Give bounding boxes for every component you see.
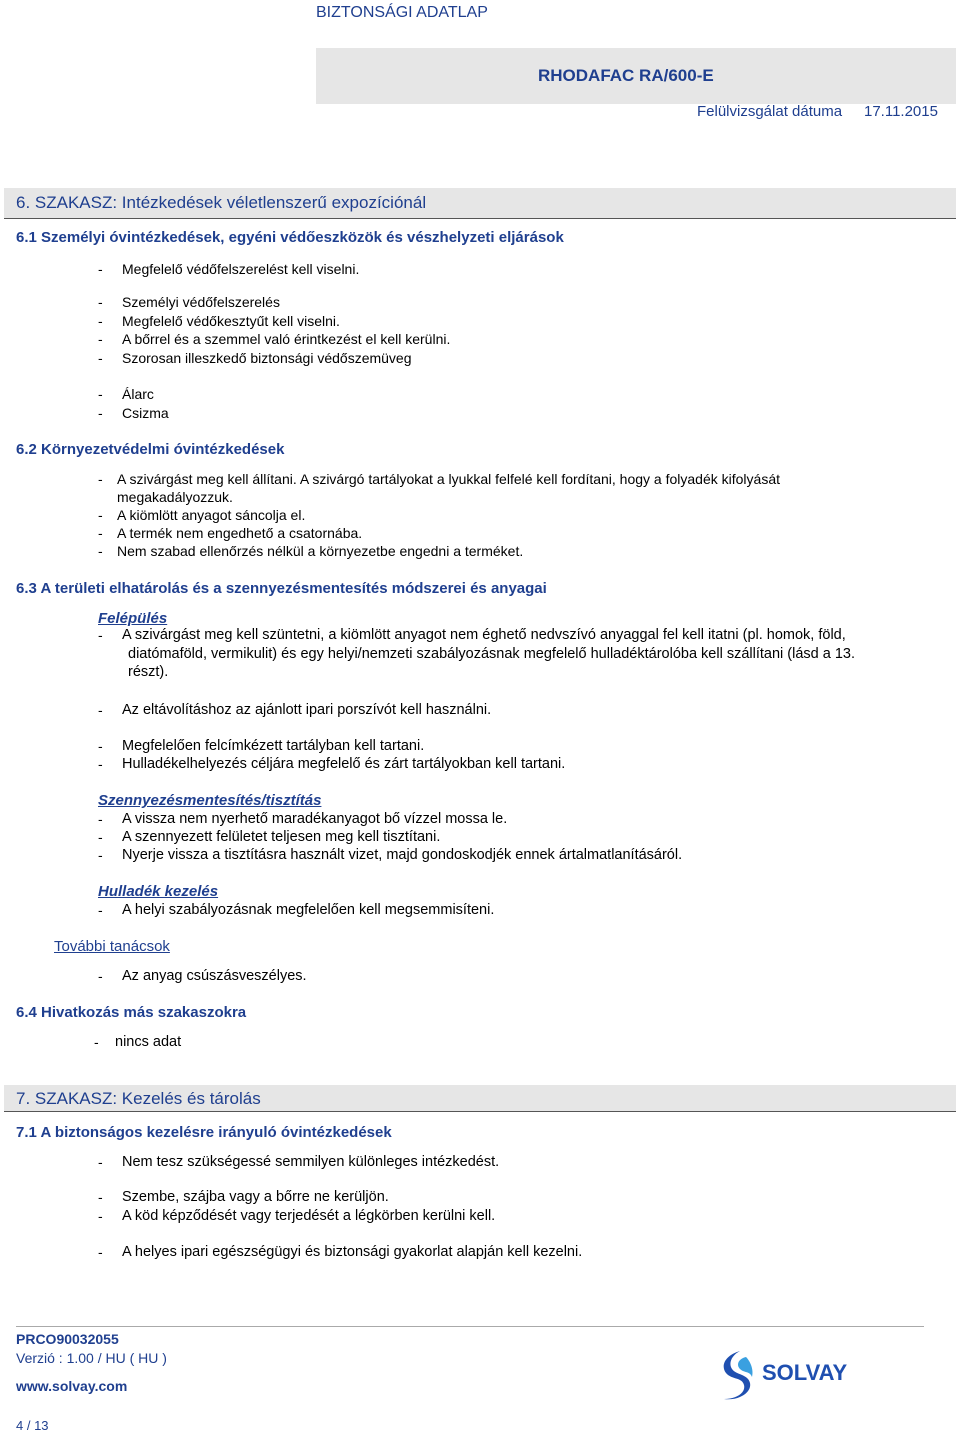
list-item-text: megakadályozzuk.	[117, 489, 233, 505]
waste-heading: Hulladék kezelés	[98, 883, 219, 900]
list-item-text: Nem tesz szükségessé semmilyen különleges intézkedést.	[122, 1154, 500, 1170]
section-7-header	[4, 1085, 956, 1112]
list-item: -	[98, 1208, 103, 1224]
solvay-logo-text: SOLVAY	[762, 1360, 848, 1385]
revision-date-label: Felülvizsgálat dátuma	[697, 103, 843, 120]
list-item: -	[98, 294, 103, 310]
list-item: -	[98, 1244, 103, 1260]
list-item-text: Megfelelően felcímkézett tartályban kell tartani.	[122, 738, 425, 754]
subsection-7-1-title: 7.1 A biztonságos kezelésre irányuló óvintézkedések	[16, 1124, 392, 1141]
cleanup-heading: Felépülés	[98, 610, 168, 627]
footer-product-code: PRCO90032055	[16, 1331, 119, 1347]
list-item-text: Az eltávolításhoz az ajánlott ipari porszívót kell használni.	[122, 702, 492, 718]
list-item: -	[98, 847, 103, 863]
list-item: -	[98, 1154, 103, 1170]
list-item-text: Az anyag csúszásveszélyes.	[122, 968, 307, 984]
list-item: -	[94, 1034, 99, 1050]
list-item-text: A szennyezett felületet teljesen meg kell tisztítani.	[122, 829, 441, 845]
list-item-text: Csizma	[122, 405, 169, 421]
list-item-text: részt).	[128, 664, 169, 680]
list-item: -	[98, 829, 103, 845]
list-item: -	[98, 471, 103, 487]
list-item-text: A kiömlött anyagot sáncolja el.	[117, 507, 306, 523]
list-item: -	[98, 507, 103, 523]
page-number: 4 / 13	[16, 1418, 49, 1433]
further-advice-heading: További tanácsok	[54, 938, 170, 955]
list-item-text: A helyes ipari egészségügyi és biztonsági gyakorlat alapján kell kezelni.	[122, 1244, 583, 1260]
list-item-text: nincs adat	[115, 1034, 182, 1050]
list-item: -	[98, 702, 103, 718]
section-7-title: 7. SZAKASZ: Kezelés és tárolás	[16, 1089, 261, 1108]
list-item-text: Megfelelő védőfelszerelést kell viselni.	[122, 261, 360, 277]
document-title: BIZTONSÁGI ADATLAP	[316, 4, 488, 21]
revision-date-value: 17.11.2015	[864, 103, 938, 120]
list-item-text: A köd képződését vagy terjedését a légkörben kerülni kell.	[122, 1208, 496, 1224]
list-item: -	[98, 811, 103, 827]
list-item-text: Nyerje vissza a tisztításra használt vizet, majd gondoskodjék ennek ártalmatlanításáról.	[122, 847, 683, 863]
list-item: -	[98, 627, 103, 643]
list-item-text: Szembe, szájba vagy a bőrre ne kerüljön.	[122, 1189, 389, 1205]
subsection-6-3-title: 6.3 A területi elhatárolás és a szennyezésmentesítés módszerei és anyagai	[16, 580, 547, 597]
footer-divider	[16, 1326, 924, 1327]
section-6-title: 6. SZAKASZ: Intézkedések véletlenszerű expozíciónál	[16, 193, 427, 212]
list-item-text: A termék nem engedhető a csatornába.	[117, 525, 363, 541]
product-name: RHODAFAC RA/600-E	[538, 66, 714, 85]
section-6-header	[4, 188, 956, 219]
list-item-text: A helyi szabályozásnak megfelelően kell megsemmisíteni.	[122, 902, 495, 918]
list-item-text: A bőrrel és a szemmel való érintkezést el kell kerülni.	[122, 331, 451, 347]
list-item-text: A szivárgást meg kell állítani. A szivárgó tartályokat a lyukkal felfelé kell fordítani, hogy a folyadék kifolyását	[117, 471, 780, 487]
list-item-text: Megfelelő védőkesztyűt kell viselni.	[122, 313, 340, 329]
footer-website[interactable]: www.solvay.com	[16, 1378, 128, 1394]
list-item: -	[98, 1189, 103, 1205]
solvay-logo-icon	[716, 1347, 758, 1403]
list-item-text: Álarc	[122, 386, 154, 402]
list-item: -	[98, 261, 103, 277]
list-item-text: A szivárgást meg kell szüntetni, a kiömlött anyagot nem éghető nedvszívó anyaggal fel kell itatni (pl. homok, föld,	[122, 627, 846, 643]
list-item: -	[98, 405, 103, 421]
product-name-box	[316, 48, 956, 104]
list-item: -	[98, 756, 103, 772]
list-item-text: Szorosan illeszkedő biztonsági védőszemüveg	[122, 350, 412, 366]
list-item-text: A vissza nem nyerhető maradékanyagot bő vízzel mossa le.	[122, 811, 508, 827]
list-item: -	[98, 968, 103, 984]
list-item: -	[98, 543, 103, 559]
list-item: -	[98, 313, 103, 329]
list-item-text: diatómaföld, vermikulit) és egy helyi/nemzeti szabályozásnak megfelelő hulladéktárolóba kell szállítani (lásd a 13.	[128, 646, 855, 662]
list-item: -	[98, 738, 103, 754]
footer-version: Verzió : 1.00 / HU ( HU )	[16, 1350, 167, 1366]
subsection-6-1-title: 6.1 Személyi óvintézkedések, egyéni védőeszközök és vészhelyzeti eljárások	[16, 229, 564, 246]
list-item: -	[98, 525, 103, 541]
list-item: -	[98, 902, 103, 918]
subsection-6-4-title: 6.4 Hivatkozás más szakaszokra	[16, 1004, 247, 1021]
list-item-text: Személyi védőfelszerelés	[122, 294, 280, 310]
list-item-text: Nem szabad ellenőrzés nélkül a környezetbe engedni a terméket.	[117, 543, 524, 559]
list-item: -	[98, 331, 103, 347]
decontamination-heading: Szennyezésmentesítés/tisztítás	[98, 792, 322, 809]
list-item: -	[98, 350, 103, 366]
subsection-6-2-title: 6.2 Környezetvédelmi óvintézkedések	[16, 441, 285, 458]
list-item: -	[98, 386, 103, 402]
list-item-text: Hulladékelhelyezés céljára megfelelő és zárt tartályokban kell tartani.	[122, 756, 566, 772]
